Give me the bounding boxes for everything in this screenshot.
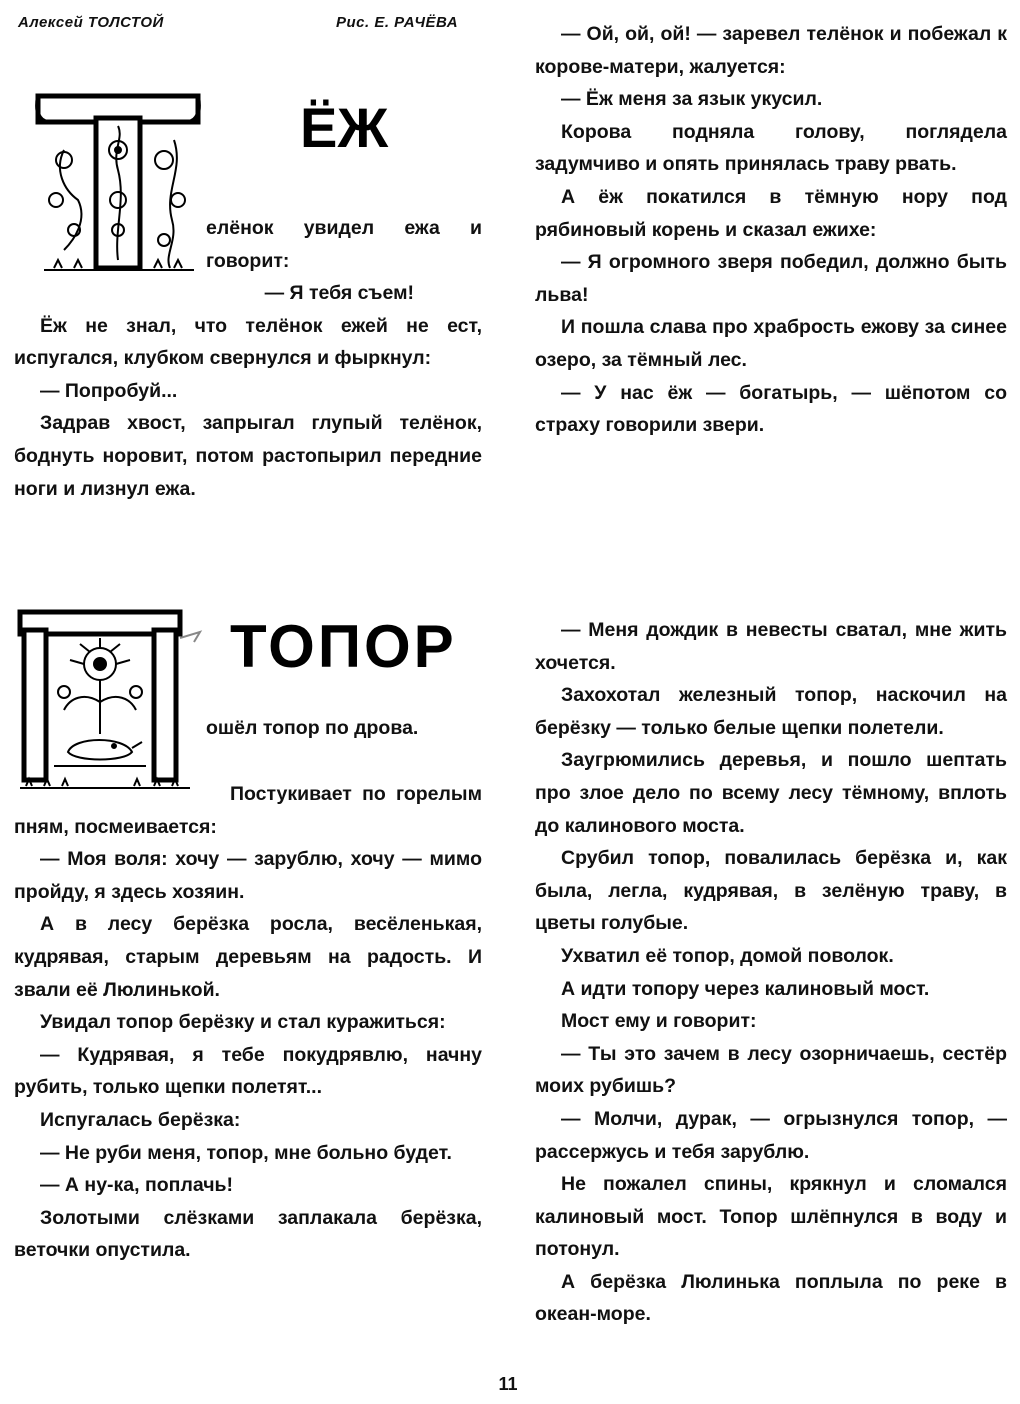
paragraph: — Попробуй... [40, 379, 178, 402]
paragraph: Корова подняла голову, поглядела задумчиво и опять принялась траву рвать. [535, 120, 1007, 176]
paragraph: — Я тебя съем! [264, 282, 414, 304]
dropcap-t-ornament [34, 90, 202, 280]
paragraph: — Ты это зачем в лесу озорничаешь, сестёр моих рубишь? [535, 1042, 1007, 1098]
paragraph: А в лесу берёзка росла, весёленькая, кудрявая, старым деревьям на радость. И звали её Люлинькой. [14, 913, 482, 1001]
paragraph: — Ой, ой, ой! — заревел телёнок и побежал к корове-матери, жалуется: [535, 23, 1007, 78]
paragraph: — У нас ёж — богатырь, — шёпотом со страху говорили звери. [535, 381, 1007, 437]
author-name: Алексей ТОЛСТОЙ [18, 14, 164, 31]
story2-intro [206, 712, 482, 745]
paragraph: Увидал топор берёзку и стал куражиться: [40, 1011, 446, 1034]
story-title-axe: ТОПОР [230, 613, 457, 680]
paragraph: — Моя воля: хочу — зарублю, хочу — мимо пройду, я здесь хозяин. [14, 848, 482, 903]
paragraph: И пошла слава про храбрость ежову за синее озеро, за тёмный лес. [535, 316, 1007, 371]
paragraph: — Меня дождик в невесты сватал, мне жить хочется. [535, 619, 1007, 674]
paragraph: Золотыми слёзками заплакала берёзка, веточки опустила. [14, 1206, 482, 1262]
dropcap-p-ornament [14, 602, 204, 802]
paragraph: Задрав хвост, запрыгал глупый телёнок, боднуть норовит, потом растопырил передние ноги и лизнул ежа. [14, 412, 482, 500]
illustrator-credit: Рис. Е. РАЧЁВА [336, 14, 459, 31]
paragraph: Заугрюмились деревья, и пошло шептать про злое дело по всему лесу тёмному, вплоть до калинового моста. [535, 749, 1007, 837]
paragraph: Испугалась берёзка: [40, 1108, 241, 1131]
story2-left-column [14, 778, 482, 1267]
story2-right-column [535, 614, 1007, 1331]
paragraph: ошёл топор по дрова. [206, 717, 419, 739]
paragraph: А берёзка Люлинька поплыла по реке в океан-море. [535, 1270, 1007, 1326]
paragraph: — Молчи, дурак, — огрызнулся топор, — рассержусь и тебя зарублю. [535, 1107, 1007, 1163]
dropcap-p-illustration [14, 602, 204, 802]
page-number: 11 [498, 1374, 518, 1394]
paragraph: Ухватил её топор, домой поволок. [561, 944, 894, 967]
dropcap-t-illustration [34, 90, 202, 280]
story1-left-column [14, 277, 482, 505]
paragraph: Ёж не знал, что телёнок ежей не ест, испугался, клубком свернулся и фыркнул: [14, 314, 482, 370]
paragraph: — Я огромного зверя победил, должно быть льва! [535, 251, 1007, 306]
paragraph: — Ёж меня за язык укусил. [561, 88, 823, 111]
story1-right-column [535, 18, 1007, 442]
paragraph: — А ну-ка, поплачь! [40, 1174, 233, 1197]
paragraph: Срубил топор, повалилась берёзка и, как была, легла, кудрявая, в зелёную траву, в цветы голубые. [535, 847, 1007, 935]
story1-intro [206, 212, 482, 277]
paragraph: А ёж покатился в тёмную нору под рябиновый корень и сказал ежихе: [535, 185, 1007, 241]
paragraph: Мост ему и говорит: [561, 1010, 757, 1033]
paragraph: А идти топору через калиновый мост. [561, 977, 930, 1000]
paragraph: Захохотал железный топор, наскочил на берёзку — только белые щепки полетели. [535, 684, 1007, 739]
story-title-hedgehog: ЁЖ [300, 96, 389, 159]
paragraph: — Кудрявая, я тебе покудрявлю, начну рубить, только щепки полетят... [14, 1043, 482, 1099]
paragraph: Не пожалел спины, крякнул и сломался калиновый мост. Топор шлёпнулся в воду и потонул. [535, 1173, 1007, 1261]
paragraph: елёнок увидел ежа и говорит: [206, 217, 482, 272]
paragraph: — Не руби меня, топор, мне больно будет. [40, 1141, 452, 1164]
paragraph: Постукивает по горелым пням, посмеивается: [14, 783, 482, 838]
